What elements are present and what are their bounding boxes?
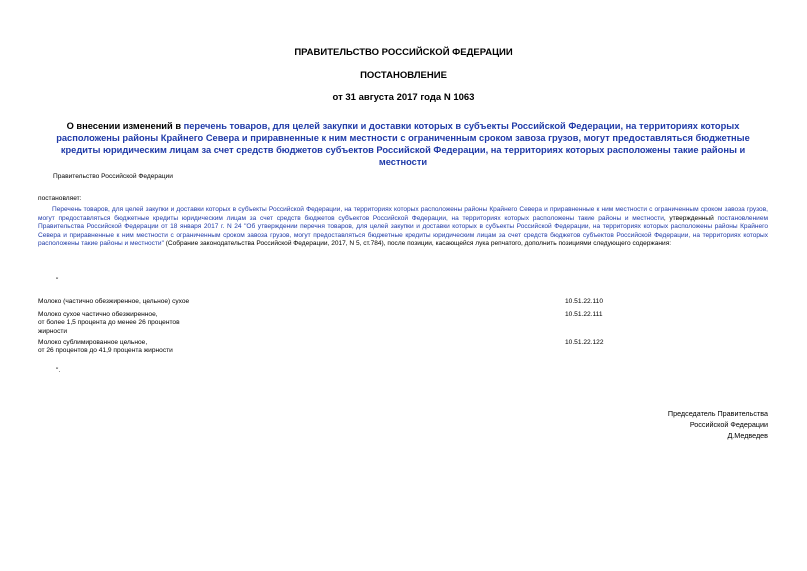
document-type: ПОСТАНОВЛЕНИЕ: [360, 70, 447, 81]
body-text-approved: , утвержденный: [663, 214, 718, 222]
title-prefix: О внесении изменений в: [66, 121, 184, 131]
decree-body: [38, 206, 768, 249]
list-item-name-line: Молоко сублимированное цельное,: [38, 339, 148, 346]
list-item-name-line: Молоко (частично обезжиренное, цельное) сухое: [38, 298, 190, 305]
list-item-name-line: жирности: [38, 327, 68, 335]
title-link[interactable]: перечень товаров, для целей закупки и доставки которых в субъекты Российской Федерации, на территориях которых расположены районы Крайнего Севера и приравненные к ним местности с ограниченным сроком завоза грузов, могут предоставляться бюджетные кредиты юридическим лицам за счет средств бюджетов субъектов Российской Федерации, на территориях которых расположены такие районы и местности: [56, 121, 750, 167]
document-date-number: от 31 августа 2017 года N 1063: [332, 92, 475, 103]
government-header: ПРАВИТЕЛЬСТВО РОССИЙСКОЙ ФЕДЕРАЦИИ: [294, 47, 513, 58]
signature-position: Председатель Правительства: [667, 409, 768, 418]
list-item-name-line: Молоко сухое частично обезжиренное,: [38, 311, 158, 318]
list-item-name: [38, 298, 278, 306]
decree-word: постановляет:: [38, 195, 82, 202]
list-item-name: [38, 311, 278, 336]
document-title: [38, 120, 768, 168]
list-item-code: 10.51.22.122: [565, 339, 604, 346]
quote-open: ": [56, 277, 59, 284]
signature-name: Д.Медведев: [727, 431, 768, 440]
intro-text: Правительство Российской Федерации: [53, 173, 173, 180]
list-item-name-line: от более 1,5 процента до менее 26 процентов: [38, 319, 180, 327]
list-item-name-line: от 26 процентов до 41,9 процента жирности: [38, 347, 173, 355]
list-item-code: 10.51.22.110: [565, 298, 604, 305]
quote-close: ".: [56, 367, 61, 374]
body-link-resolution[interactable]: постановлением Правительства Российской Федерации от 18 января 2017 г. N 24 "Об утверждении перечня товаров, для целей закупки и доставки которых в субъекты Российской Федерации, на территориях которых расположены районы Крайнего Севера и приравненные к ним местности с ограниченным сроком завоза грузов, могут предоставляться бюджетные кредиты юридическим лицам за счет средств бюджетов субъектов Российской Федерации, на территориях которых расположены такие районы и местности": [38, 214, 768, 248]
body-link-list[interactable]: Перечень товаров, для целей закупки и доставки которых в субъекты Российской Федерации, на территориях которых расположены районы Крайнего Севера и приравненные к ним местности с ограниченным сроком завоза грузов, могут предоставляться бюджетные кредиты юридическим лицам за счет средств бюджетов субъектов Российской Федерации, на территориях которых расположены такие районы и местности: [38, 206, 768, 222]
list-item-code: 10.51.22.111: [565, 311, 603, 318]
signature-organization: Российской Федерации: [689, 420, 768, 429]
body-text-source: (Собрание законодательства Российской Федерации, 2017, N 5, ст.784), после позиции, касающейся лука репчатого, дополнить позициями следующего содержания:: [163, 240, 672, 248]
list-item-name: [38, 339, 278, 356]
